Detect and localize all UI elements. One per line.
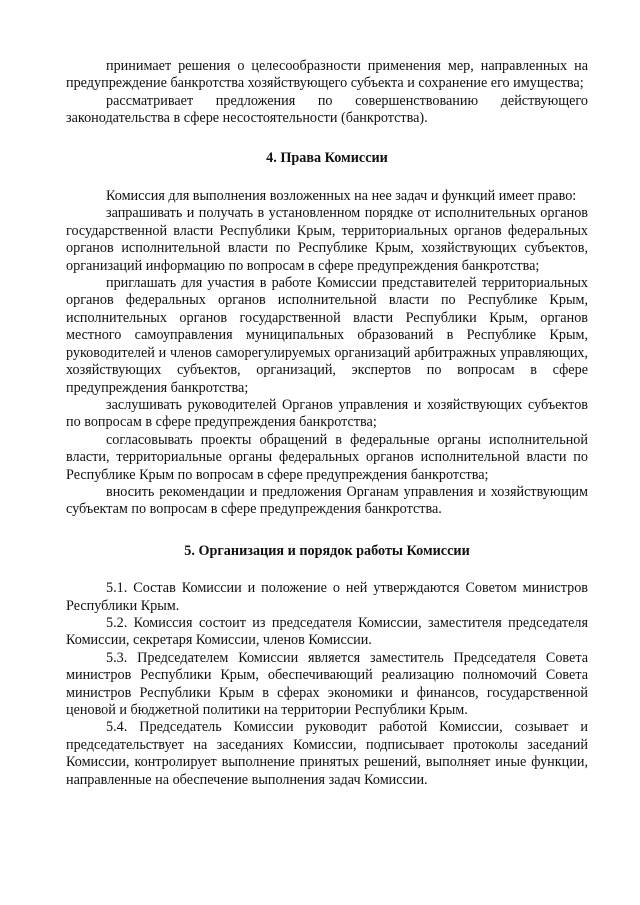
paragraph-top-1: принимает решения о целесообразности применения мер, направленных на предупреждение банкротства хозяйствующего субъекта и сохранение его имущества; [66,58,588,92]
section-4-item-2: приглашать для участия в работе Комиссии представителей территориальных органов федеральных органов исполнительной власти по Республике Крым, исполнительных органов государственной власти Республики Крым, органов местного самоуправления муниципальных образований в Республике Крым, руководителей и членов саморегулируемых организаций арбитражных управляющих, хозяйствующих субъектов, организаций, экспертов по вопросам в сфере предупреждения банкротства; [66,275,588,396]
section-5-item-2: 5.2. Комиссия состоит из председателя Комиссии, заместителя председателя Комиссии, секретаря Комиссии, членов Комиссии. [66,614,588,649]
section-5-item-3: 5.3. Председателем Комиссии является заместитель Председателя Совета министров Республики Крым, обеспечивающий реализацию полномочий Совета министров Республики Крым в сферах экономики и финансов, государственной ценовой и бюджетной политики на территории Республики Крым. [66,649,588,718]
paragraph-top-2: рассматривает предложения по совершенствованию действующего законодательства в сфере несостоятельности (банкротства). [66,92,588,127]
section-4-item-1: запрашивать и получать в установленном порядке от исполнительных органов государственной власти Республики Крым, территориальных органов федеральных органов исполнительной власти по Республике Крым, хозяйствующих субъектов, организаций информацию по вопросам в сфере предупреждения банкротства; [66,205,588,274]
section-4-item-5: вносить рекомендации и предложения Органам управления и хозяйствующим субъектам по вопросам в сфере предупреждения банкротства. [66,483,588,518]
section-5-item-1: 5.1. Состав Комиссии и положение о ней утверждаются Советом министров Республики Крым. [66,580,588,614]
section-5-heading: 5. Организация и порядок работы Комиссии [184,542,470,559]
section-4-item-4: согласовывать проекты обращений в федеральные органы исполнительной власти, территориальные органы федеральных органов исполнительной власти по Республике Крым по вопросам в сфере предупреждения банкротства; [66,431,588,483]
section-4-intro: Комиссия для выполнения возложенных на нее задач и функций имеет право: [106,188,577,205]
section-5-item-4: 5.4. Председатель Комиссии руководит работой Комиссии, созывает и председательствует на заседаниях Комиссии, подписывает протоколы заседаний Комиссии, контролирует выполнение принятых решений, выполняет иные функции, направленные на обеспечение выполнения задач Комиссии. [66,719,588,788]
section-4-heading: 4. Права Комиссии [266,149,388,166]
section-4-item-3: заслушивать руководителей Органов управления и хозяйствующих субъектов по вопросам в сфере предупреждения банкротства; [66,396,588,431]
